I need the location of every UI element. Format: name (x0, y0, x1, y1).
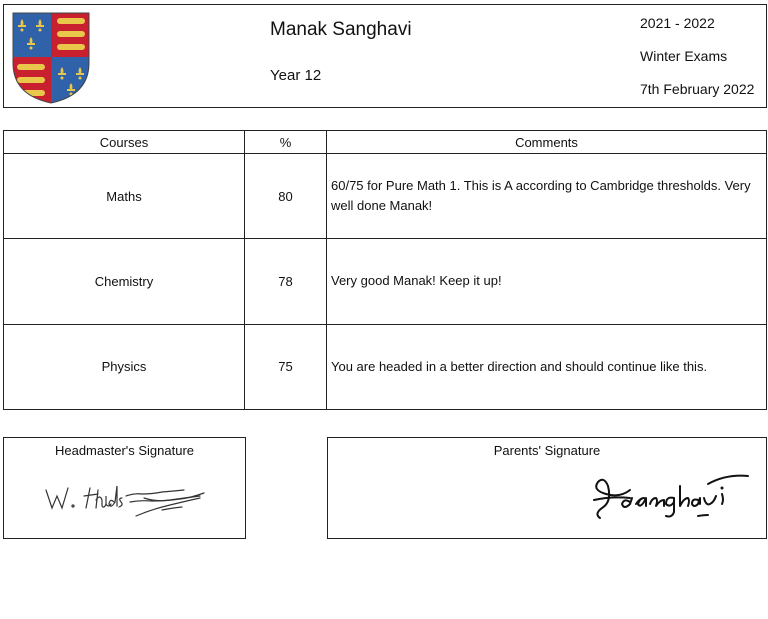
parents-signature-box (327, 437, 767, 539)
report-header (3, 4, 767, 108)
exam-name: Winter Exams (640, 48, 728, 64)
student-name: Manak Sanghavi (270, 19, 412, 40)
table-header-row (4, 131, 767, 154)
percent-cell: 75 (245, 324, 327, 409)
royal-arms-shield-icon (11, 11, 91, 105)
percent-cell: 80 (245, 154, 327, 239)
exam-date: 7th February 2022 (640, 81, 755, 97)
results-table (3, 130, 767, 410)
school-year: 2021 - 2022 (640, 15, 715, 31)
course-cell: Maths (4, 154, 245, 239)
handwritten-signature-icon (590, 468, 754, 526)
headmaster-signature-box (3, 437, 246, 539)
course-cell: Chemistry (4, 239, 245, 324)
column-header-comments: Comments (327, 131, 767, 154)
headmaster-signature-label: Headmaster's Signature (54, 443, 195, 458)
percent-cell: 78 (245, 239, 327, 324)
comment-cell: You are headed in a better direction and should continue like this. (327, 324, 767, 409)
comment-cell: Very good Manak! Keep it up! (327, 239, 767, 324)
table-row (4, 324, 767, 409)
table-row (4, 239, 767, 324)
course-cell: Physics (4, 324, 245, 409)
comment-cell: 60/75 for Pure Math 1. This is A according to Cambridge thresholds. Very well done Manak! (327, 154, 767, 239)
handwritten-signature-icon (40, 476, 215, 526)
table-row (4, 154, 767, 239)
column-header-courses: Courses (4, 131, 245, 154)
year-group: Year 12 (270, 67, 322, 84)
parents-signature-label: Parents' Signature (493, 443, 601, 458)
column-header-percent: % (245, 131, 327, 154)
